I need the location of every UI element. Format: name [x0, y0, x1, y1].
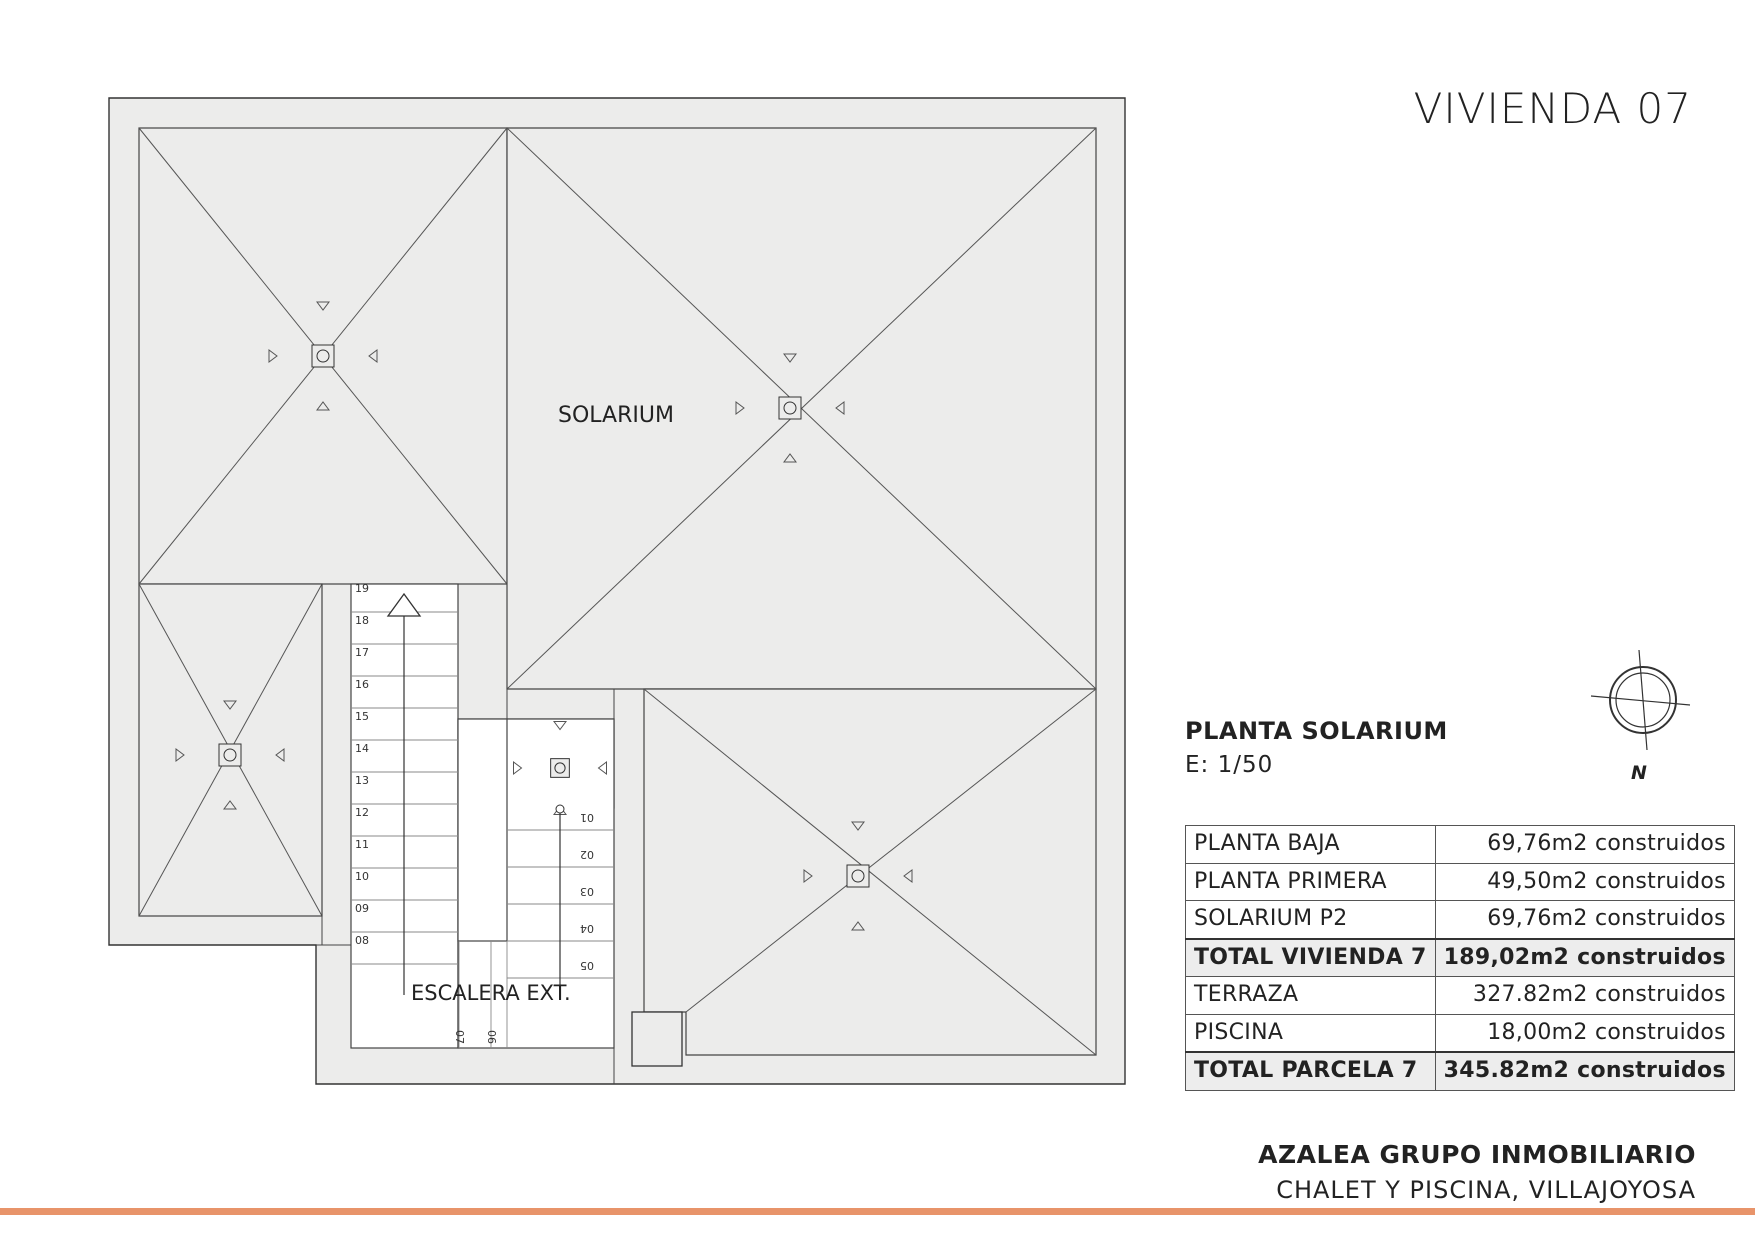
- stair-step-number: 04: [580, 922, 594, 935]
- bottom-accent-bar: [0, 1208, 1755, 1215]
- stair-step-number: 01: [580, 811, 594, 824]
- area-value: 69,76m2 construidos: [1435, 826, 1734, 864]
- plan-scale: E: 1/50: [1185, 752, 1274, 778]
- stair-step-number: 11: [355, 838, 369, 851]
- stair-step-number: 19: [355, 582, 369, 595]
- area-value: 327.82m2 construidos: [1435, 977, 1734, 1015]
- area-label: PISCINA: [1186, 1014, 1436, 1052]
- stair-step-number: 07: [453, 1030, 466, 1044]
- area-row: [1186, 863, 1735, 901]
- company-name: AZALEA GRUPO INMOBILIARIO: [1258, 1140, 1696, 1169]
- area-table: [1185, 825, 1735, 1091]
- stair-core: [458, 719, 507, 941]
- area-row: [1186, 977, 1735, 1015]
- area-label: TOTAL VIVIENDA 7: [1186, 939, 1436, 977]
- stair-step-number: 15: [355, 710, 369, 723]
- area-row: [1186, 901, 1735, 939]
- drain-box: [312, 345, 334, 367]
- area-row: [1186, 939, 1735, 977]
- stair-step-number: 12: [355, 806, 369, 819]
- area-value: 345.82m2 construidos: [1435, 1052, 1734, 1090]
- area-row: [1186, 1014, 1735, 1052]
- stair-step-number: 09: [355, 902, 369, 915]
- north-arrow: [1591, 650, 1690, 784]
- stair-step-number: 16: [355, 678, 369, 691]
- north-label: N: [1631, 762, 1647, 784]
- drain-box: [551, 759, 570, 778]
- stair-step-number: 17: [355, 646, 369, 659]
- project-subtitle: CHALET Y PISCINA, VILLAJOYOSA: [1276, 1176, 1696, 1204]
- stair-step-number: 18: [355, 614, 369, 627]
- area-label: TOTAL PARCELA 7: [1186, 1052, 1436, 1090]
- stair-step-number: 05: [580, 959, 594, 972]
- stair-start-mark: [556, 805, 564, 813]
- stair-step-number: 14: [355, 742, 369, 755]
- area-value: 49,50m2 construidos: [1435, 863, 1734, 901]
- drain-box: [847, 865, 869, 887]
- stair-label: ESCALERA EXT.: [411, 981, 571, 1005]
- room-label-solarium: SOLARIUM: [558, 403, 674, 428]
- area-label: PLANTA PRIMERA: [1186, 863, 1436, 901]
- stair-step-number: 13: [355, 774, 369, 787]
- plan-name: PLANTA SOLARIUM: [1185, 717, 1448, 745]
- page-title: VIVIENDA 07: [1413, 84, 1692, 133]
- drain-box: [219, 744, 241, 766]
- area-value: 69,76m2 construidos: [1435, 901, 1734, 939]
- stair-step-number: 03: [580, 885, 594, 898]
- area-value: 18,00m2 construidos: [1435, 1014, 1734, 1052]
- stair-step-number: 08: [355, 934, 369, 947]
- area-label: SOLARIUM P2: [1186, 901, 1436, 939]
- area-label: TERRAZA: [1186, 977, 1436, 1015]
- area-row: [1186, 1052, 1735, 1090]
- area-value: 189,02m2 construidos: [1435, 939, 1734, 977]
- stair-step-number: 02: [580, 848, 594, 861]
- stair-step-number: 10: [355, 870, 369, 883]
- area-row: [1186, 826, 1735, 864]
- column: [632, 1012, 682, 1066]
- stair-step-number: 06: [485, 1030, 498, 1044]
- area-label: PLANTA BAJA: [1186, 826, 1436, 864]
- drain-box: [779, 397, 801, 419]
